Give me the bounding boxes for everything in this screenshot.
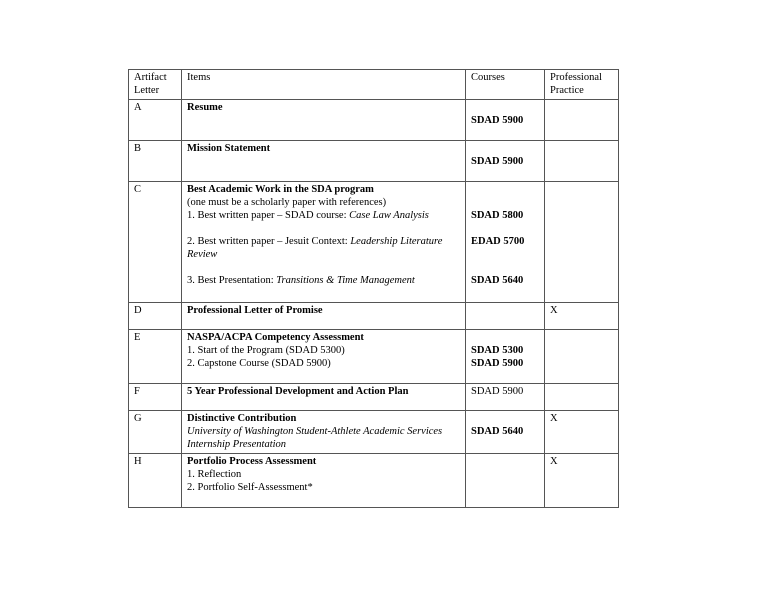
header-artifact-letter: Artifact Letter [129,70,182,100]
artifacts-table [128,69,619,508]
course-code: SDAD 5900 [471,156,524,167]
table-row [129,330,619,384]
item-title: 5 Year Professional Development and Action Plan [187,386,409,397]
table-row [129,303,619,330]
item-title: Best Academic Work in the SDA program [187,184,374,195]
row-items [182,454,466,508]
course-code: SDAD 5300 [471,345,524,356]
table-row [129,141,619,182]
item-title: Mission Statement [187,143,271,154]
course-code: SDAD 5640 [471,426,524,437]
row-letter: F [129,384,182,411]
item-italic-text: Leadership Literature Review [187,236,443,260]
course-code: SDAD 5900 [471,358,524,369]
table-header-row [129,70,619,100]
item-italic-text: Case Law Analysis [349,210,429,221]
header-courses: Courses [466,70,545,100]
course-code: EDAD 5700 [471,236,525,247]
row-items [182,182,466,303]
item-line [187,209,461,222]
row-letter: B [129,141,182,182]
header-items: Items [182,70,466,100]
course-code: SDAD 5900 [471,115,524,126]
item-text: 1. Best written paper – SDAD course: [187,210,350,221]
row-letter: D [129,303,182,330]
item-text: 2. Portfolio Self-Assessment* [187,482,313,493]
item-title: NASPA/ACPA Competency Assessment [187,332,364,343]
table-row [129,100,619,141]
row-courses [466,100,545,141]
row-practice: X [545,411,619,454]
row-practice: X [545,303,619,330]
row-practice [545,384,619,411]
row-items [182,141,466,182]
item-title: Professional Letter of Promise [187,305,323,316]
row-courses [466,182,545,303]
row-practice: X [545,454,619,508]
course-code: SDAD 5640 [471,275,524,286]
item-note: (one must be a scholarly paper with references) [187,197,387,208]
row-items [182,330,466,384]
row-courses [466,141,545,182]
row-courses: SDAD 5900 [466,384,545,411]
header-professional-practice: Professional Practice [545,70,619,100]
table-row [129,411,619,454]
row-courses [466,411,545,454]
row-items [182,100,466,141]
table-row [129,182,619,303]
row-letter: H [129,454,182,508]
item-text: 3. Best Presentation: [187,275,277,286]
row-letter: E [129,330,182,384]
item-italic-text: University of Washington Student-Athlete Academic Services Internship Presentation [187,426,443,450]
row-courses [466,303,545,330]
row-courses [466,330,545,384]
row-letter: G [129,411,182,454]
item-title: Distinctive Contribution [187,413,297,424]
course-code: SDAD 5800 [471,210,524,221]
item-text: 1. Start of the Program (SDAD 5300) [187,345,345,356]
item-text: 2. Best written paper – Jesuit Context: [187,236,351,247]
row-letter: C [129,182,182,303]
row-practice [545,141,619,182]
row-items [182,384,466,411]
item-title: Resume [187,102,223,113]
item-italic-text: Transitions & Time Management [276,275,415,286]
table-row [129,384,619,411]
item-text: 2. Capstone Course (SDAD 5900) [187,358,331,369]
row-practice [545,100,619,141]
item-text: 1. Reflection [187,469,242,480]
row-practice [545,182,619,303]
row-practice [545,330,619,384]
item-line [187,235,461,261]
item-title: Portfolio Process Assessment [187,456,317,467]
row-courses [466,454,545,508]
row-items [182,411,466,454]
table-row [129,454,619,508]
row-letter: A [129,100,182,141]
row-items [182,303,466,330]
item-line [187,274,461,287]
